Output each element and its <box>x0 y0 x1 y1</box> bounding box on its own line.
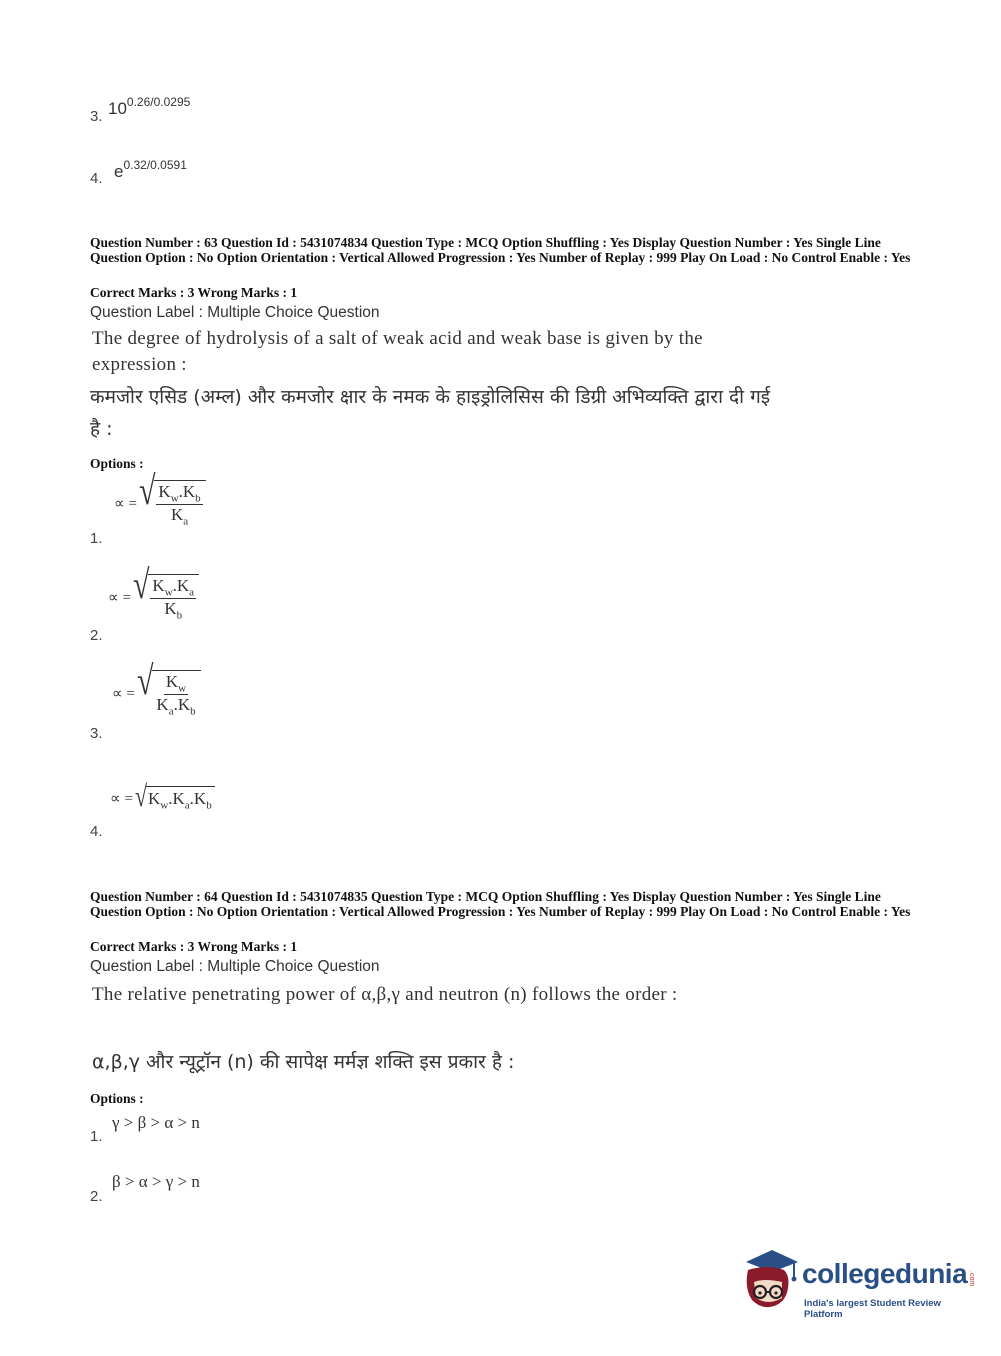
q64-options-label: Options : <box>90 1091 144 1106</box>
logo-tagline: India's largest Student Review Platform <box>804 1298 941 1320</box>
prev-option-4 <box>114 158 187 182</box>
q63-option-2-lhs: ∝ = <box>108 590 131 607</box>
q63-option-4-expression: $K_w.K_a.K_b$ <box>148 789 212 812</box>
sqrt-icon: √ $\frac{K_w.K_b}{K_a}$ <box>139 480 206 528</box>
prev-option-3-base: 10 <box>108 99 127 118</box>
logo-name: collegedunia <box>802 1258 968 1289</box>
q63-options-label: Options : <box>90 456 144 471</box>
prev-option-4-number: 4. <box>90 170 103 187</box>
q63-option-4[interactable] <box>110 778 215 813</box>
sqrt-icon: √ $\frac{K_w}{K_a.K_b}$ <box>137 670 201 718</box>
q63-option-2[interactable] <box>108 562 199 622</box>
q63-option-1-numerator: $K_w.K_b$ <box>158 482 201 505</box>
q63-option-2-denominator: $K_b$ <box>164 599 183 622</box>
q63-option-4-number: 4. <box>90 823 103 840</box>
q64-meta: Question Number : 64 Question Id : 5431074835 Question Type : MCQ Option Shuffling : Yes Display Question Number : Yes Single Line Question Option : No Option Orientation : Vertical Allowed Progression : Yes Number of Replay : 999 Play On Load : No Control Enable : Yes <box>90 889 911 919</box>
q63-option-2-numerator: $K_w.K_a$ <box>152 576 195 599</box>
prev-option-4-base: e <box>114 162 124 181</box>
collegedunia-logo <box>738 1248 976 1320</box>
prev-option-3-number: 3. <box>90 108 103 125</box>
q63-option-1-lhs: ∝ = <box>114 496 137 513</box>
prev-option-3 <box>108 95 190 119</box>
q63-option-3-denominator: $K_a.K_b$ <box>156 695 196 718</box>
mascot-icon <box>738 1248 800 1312</box>
q63-label: Question Label : Multiple Choice Question <box>90 304 380 321</box>
q63-meta: Question Number : 63 Question Id : 5431074834 Question Type : MCQ Option Shuffling : Yes Display Question Number : Yes Single Line Question Option : No Option Orientation : Vertical Allowed Progression : Yes Number of Replay : 999 Play On Load : No Control Enable : Yes <box>90 235 911 265</box>
q63-option-4-lhs: ∝ = <box>110 791 133 808</box>
q64-text-hi: α,β,γ और न्यूट्रॉन (n) की सापेक्ष मर्मज्ञ शक्ति इस प्रकार है : <box>92 1051 515 1073</box>
q63-option-2-number: 2. <box>90 627 103 644</box>
prev-option-4-exponent: 0.32/0.0591 <box>123 158 187 172</box>
q64-label: Question Label : Multiple Choice Question <box>90 958 380 975</box>
sqrt-icon: √ $K_w.K_a.K_b$ <box>135 786 215 811</box>
q63-text-hi: कमजोर एसिड (अम्ल) और कमजोर क्षार के नमक के हाइड्रोलिसिस की डिग्री अभिव्यक्ति द्वारा दी गई है : <box>90 386 771 440</box>
sqrt-icon: √ $\frac{K_w.K_a}{K_b}$ <box>133 574 199 622</box>
q64-option-1[interactable]: γ > β > α > n <box>112 1113 200 1132</box>
q63-option-3[interactable] <box>112 658 201 718</box>
q63-option-1-denominator: $K_a$ <box>170 505 189 528</box>
q63-marks: Correct Marks : 3 Wrong Marks : 1 <box>90 285 298 300</box>
q63-option-3-lhs: ∝ = <box>112 686 135 703</box>
q63-option-1[interactable] <box>114 468 206 528</box>
q63-option-1-number: 1. <box>90 530 103 547</box>
logo-suffix: .com <box>968 1270 976 1286</box>
q64-marks: Correct Marks : 3 Wrong Marks : 1 <box>90 939 298 954</box>
q64-option-1-number: 1. <box>90 1128 103 1145</box>
q63-option-3-numerator: $K_w$ <box>165 672 187 695</box>
q63-text-en: The degree of hydrolysis of a salt of weak acid and weak base is given by the expression : <box>92 328 703 375</box>
q63-option-3-number: 3. <box>90 725 103 742</box>
prev-option-3-exponent: 0.26/0.0295 <box>126 95 191 109</box>
q64-option-2-number: 2. <box>90 1188 103 1205</box>
q64-option-2[interactable]: β > α > γ > n <box>112 1172 200 1191</box>
q64-text-en: The relative penetrating power of α,β,γ and neutron (n) follows the order : <box>92 984 678 1005</box>
